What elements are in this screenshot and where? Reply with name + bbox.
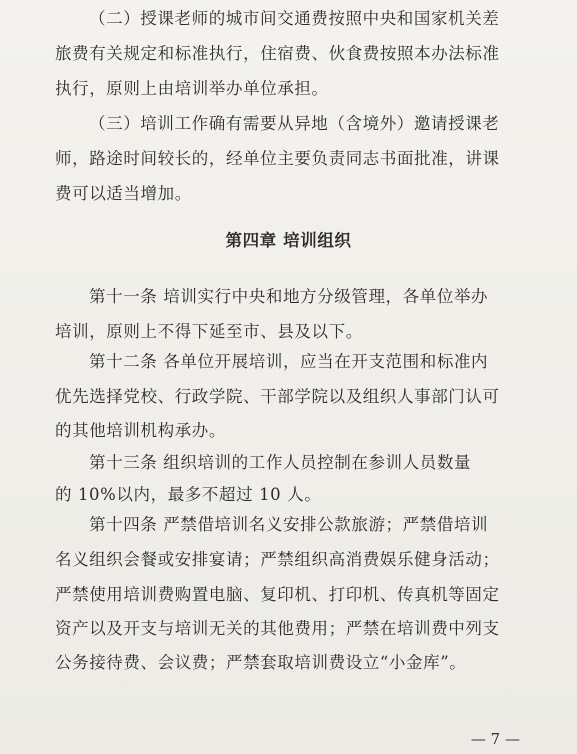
- chapter-4-title: 第四章 培训组织: [225, 231, 352, 250]
- paragraph-2-line-3: 执行，原则上由培训举办单位承担。: [55, 79, 329, 98]
- paragraph-3-line-2: 师，路途时间较长的，经单位主要负责同志书面批准，讲课: [55, 149, 500, 168]
- article-12-line-1: 第十二条 各单位开展培训，应当在开支范围和标准内: [89, 352, 489, 371]
- article-12-line-2: 优先选择党校、行政学院、干部学院以及组织人事部门认可: [55, 387, 500, 406]
- paragraph-2-line-1: （二）授课老师的城市间交通费按照中央和国家机关差: [89, 9, 500, 28]
- article-14-line-4: 资产以及开支与培训无关的其他费用；严禁在培训费中列支: [55, 619, 500, 638]
- article-12-line-3: 的其他培训机构承办。: [55, 421, 226, 440]
- paragraph-3-line-1: （三）培训工作确有需要从异地（含境外）邀请授课老: [89, 114, 500, 133]
- paragraph-2-line-2: 旅费有关规定和标准执行，住宿费、伙食费按照本办法标准: [55, 44, 500, 63]
- article-11-line-1: 第十一条 培训实行中央和地方分级管理，各单位举办: [89, 287, 489, 306]
- article-14-line-2: 名义组织会餐或安排宴请；严禁组织高消费娱乐健身活动；: [55, 550, 500, 569]
- article-14-line-3: 严禁使用培训费购置电脑、复印机、打印机、传真机等固定: [55, 585, 500, 604]
- paragraph-3-line-3: 费可以适当增加。: [55, 184, 192, 203]
- article-13-line-2: 的 10%以内，最多不超过 10 人。: [55, 485, 322, 504]
- article-13-line-1: 第十三条 组织培训的工作人员控制在参训人员数量: [89, 453, 472, 472]
- page-number: — 7 —: [470, 730, 520, 748]
- article-14-line-1: 第十四条 严禁借培训名义安排公款旅游；严禁借培训: [89, 515, 489, 534]
- article-14-line-5: 公务接待费、会议费；严禁套取培训费设立“小金库”。: [55, 653, 467, 672]
- article-11-line-2: 培训，原则上不得下延至市、县及以下。: [55, 322, 363, 341]
